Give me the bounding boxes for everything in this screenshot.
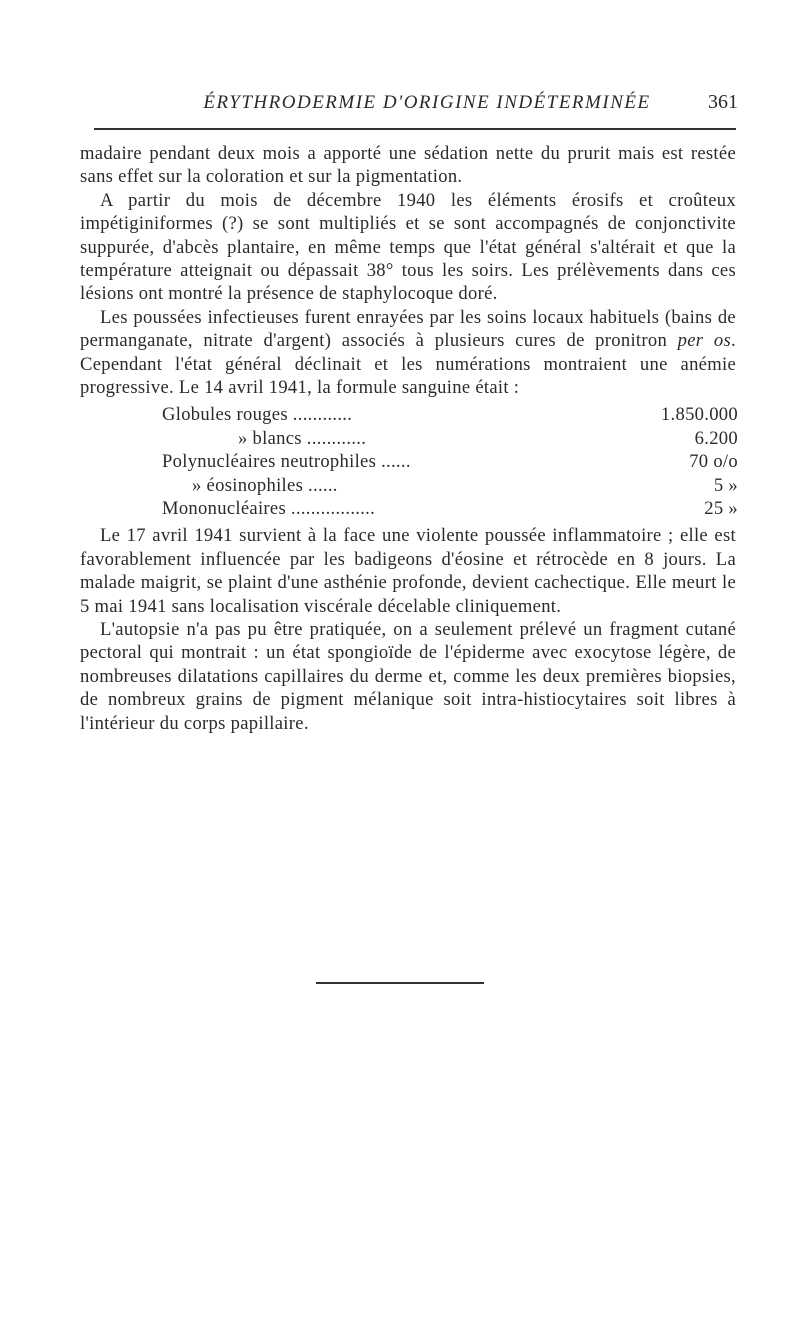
paragraph-autopsy: L'autopsie n'a pas pu être pratiquée, on a seulement prélevé un fragment cutané pectoral qui montrait : un état spongioïde de l'épiderme avec exocytose légère, de nombreuses dilatations capillaires du derme et, comme les deux premières biopsies, de nombreux grains de pigment mélanique soit intra-histiocytaires soit libres à l'intérieur du corps papillaire. [80, 619, 736, 734]
paragraph-december-1940: A partir du mois de décembre 1940 les éléments érosifs et croûteux impétiginiformes (?) se sont multipliés et se sont accompagnés de conjonctivite suppurée, d'abcès plantaire, en même temps que l'état général s'altérait et que la température atteignait ou dépassait 38° tous les soirs. Les prélèvements dans ces lésions ont montré la présence de staphylocoque doré. [80, 189, 736, 305]
blood-value: 1.850.000 [660, 404, 738, 426]
blood-row [162, 403, 738, 426]
page-header [86, 88, 738, 120]
blood-row [162, 474, 738, 497]
blood-value: 70 o/o [689, 451, 738, 473]
blood-value: 5 » [713, 474, 738, 496]
paragraph-infections [80, 306, 736, 400]
blood-label: » éosinophiles ...... [192, 474, 338, 496]
paragraph-infections-part1: Les poussées infectieuses furent enrayées par les soins locaux habituels (bains de permanganate, nitrate d'argent) associés à plusieurs cures de pronitron [80, 306, 736, 352]
blood-label: Globules rouges ............ [162, 404, 353, 426]
blood-label: Polynucléaires neutrophiles ...... [162, 451, 411, 473]
blood-row [162, 497, 738, 520]
blood-formula-table [162, 403, 738, 520]
blood-value: 6.200 [694, 427, 738, 449]
blood-value: 25 » [704, 498, 738, 520]
blood-row [162, 427, 738, 450]
body-text [80, 142, 736, 735]
blood-label-wrapper [162, 474, 572, 497]
header-rule [94, 128, 736, 130]
page-number: 361 [708, 91, 738, 113]
blood-row [162, 450, 738, 473]
paragraph-infections-italic: per os [677, 330, 732, 352]
end-rule [316, 982, 484, 984]
paragraph-april-1941: Le 17 avril 1941 survient à la face une violente poussée inflammatoire ; elle est favorablement influencée par les badigeons d'éosine et rétrocède en 8 jours. La malade maigrit, se plaint d'une asthénie profonde, devient cachectique. Elle meurt le 5 mai 1941 sans localisation viscérale décelable cliniquement. [80, 525, 736, 617]
blood-label: Mononucléaires ................. [162, 498, 376, 520]
paragraph-infections-part2: . Cependant l'état général déclinait et les numérations montraient une anémie progressive. Le 14 avril 1941, la formule sanguine était : [80, 330, 736, 399]
blood-label-wrapper [162, 427, 572, 450]
blood-label: » blancs ............ [238, 427, 367, 449]
running-title: ÉRYTHRODERMIE D'ORIGINE INDÉTERMINÉE [203, 92, 651, 113]
paragraph-continuation: madaire pendant deux mois a apporté une sédation nette du prurit mais est restée sans effet sur la coloration et sur la pigmentation. [80, 143, 736, 188]
